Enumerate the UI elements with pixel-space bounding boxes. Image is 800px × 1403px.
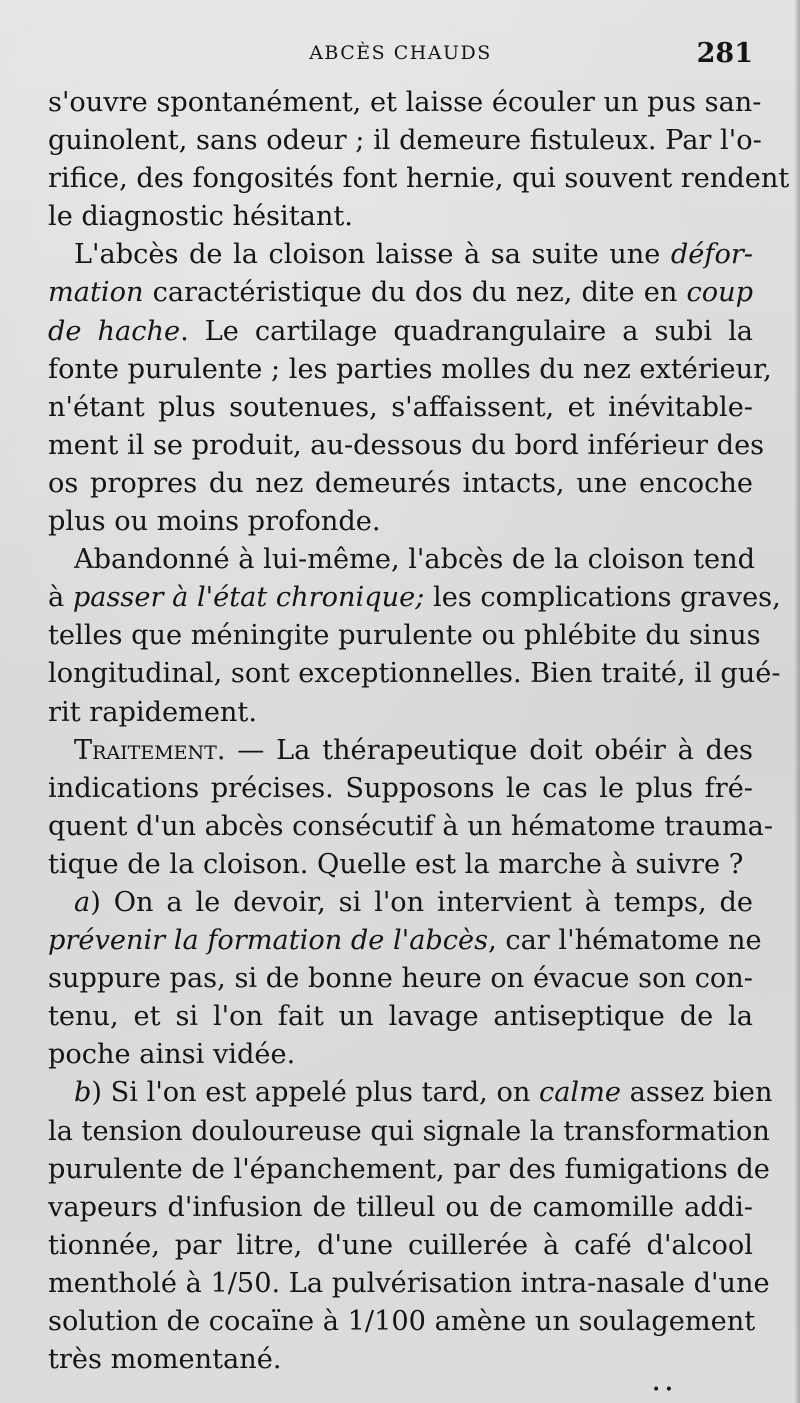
paragraph (48, 884, 762, 1074)
text-line (48, 313, 753, 351)
text-line (48, 884, 753, 922)
body-text (48, 84, 790, 1379)
italic-run: défor- (670, 239, 753, 271)
italic-run: prévenir la formation de l'abcès (48, 925, 489, 957)
paragraph (48, 541, 781, 731)
text-line: telles que méningite purulente ou phlébite du sinus (48, 620, 761, 652)
text-line: poche ainsi vidée. (48, 1039, 296, 1071)
text-run: les complications graves, (424, 582, 781, 614)
text-line: ment il se produit, au-dessous du bord inférieur des (48, 429, 765, 461)
text-line: vapeurs d'infusion de tilleul ou de camomille addi- (48, 1191, 753, 1223)
paragraph (48, 84, 790, 236)
text-line: guinolent, sans odeur ; il demeure fistuleux. Par l'o- (48, 125, 762, 157)
text-run: . Le cartilage quadrangulaire a subi la (180, 315, 753, 347)
text-line: plus ou moins profonde. (48, 506, 381, 538)
italic-run: passer à l'état chronique; (72, 582, 425, 614)
text-line: la tension douloureuse qui signale la transformation (48, 1115, 770, 1147)
text-line: le diagnostic hésitant. (48, 201, 353, 233)
section-heading: Traitement. (74, 734, 226, 766)
text-line (48, 922, 762, 960)
text-run: , car l'hématome ne (488, 925, 762, 957)
text-line (48, 732, 753, 770)
text-line: solution de cocaïne à 1/100 amène un soulagement (48, 1306, 756, 1337)
italic-run: a (74, 886, 91, 918)
text-run: caractéristique du dos du nez, dite en (143, 277, 687, 309)
running-head: ABCÈS CHAUDS (309, 42, 492, 64)
text-run: à (48, 582, 73, 614)
paragraph (48, 1074, 773, 1379)
printer-mark: • • (652, 1382, 673, 1398)
text-line (48, 579, 781, 617)
paragraph (48, 236, 772, 541)
italic-run: calme (539, 1077, 622, 1109)
text-run: — La thérapeutique doit obéir à des (225, 734, 753, 766)
text-line: très momentané. (48, 1344, 282, 1376)
italic-run: b (74, 1077, 92, 1109)
text-line: purulente de l'épanchement, par des fumigations de (48, 1153, 770, 1185)
page-number: 281 (696, 38, 753, 69)
text-line: tionnée, par litre, d'une cuillerée à café d'alcool (48, 1229, 753, 1261)
text-line: mentholé à 1/50. La pulvérisation intra-nasale d'une (48, 1267, 770, 1299)
paragraph (48, 732, 774, 884)
page-header (48, 38, 753, 78)
italic-run: de hache (48, 315, 181, 347)
text-line: os propres du nez demeurés intacts, une encoche (48, 467, 753, 499)
text-line: fonte purulente ; les parties molles du nez extérieur, (48, 353, 772, 385)
text-run: ) On a le devoir, si l'on intervient à temps, de (90, 886, 753, 918)
text-run: ) Si l'on est appelé plus tard, on (91, 1077, 539, 1109)
text-line (48, 236, 753, 274)
text-run: assez bien (621, 1077, 773, 1109)
text-line: Abandonné à lui-même, l'abcès de la cloison tend (74, 544, 756, 576)
text-line: rit rapidement. (48, 696, 258, 728)
text-line: indications précises. Supposons le cas le plus fré- (48, 772, 753, 804)
text-line: rifice, des fongosités font hernie, qui souvent rendent (48, 163, 790, 195)
page-edge-shadow (794, 0, 800, 1403)
text-line (48, 274, 753, 312)
text-line: longitudinal, sont exceptionnelles. Bien traité, il gué- (48, 658, 781, 690)
text-line (48, 1074, 773, 1112)
italic-run: coup (686, 277, 753, 309)
italic-run: mation (48, 277, 144, 309)
text-run: L'abcès de la cloison laisse à sa suite une (74, 239, 671, 271)
text-line: tique de la cloison. Quelle est la marche à suivre ? (48, 848, 744, 880)
text-line: quent d'un abcès consécutif à un hématome trauma- (48, 810, 774, 842)
text-line: tenu, et si l'on fait un lavage antiseptique de la (48, 1001, 753, 1033)
text-line: suppure pas, si de bonne heure on évacue son con- (48, 963, 753, 995)
text-line: n'étant plus soutenues, s'affaissent, et inévitable- (48, 391, 753, 423)
text-line: s'ouvre spontanément, et laisse écouler un pus san- (48, 87, 762, 118)
